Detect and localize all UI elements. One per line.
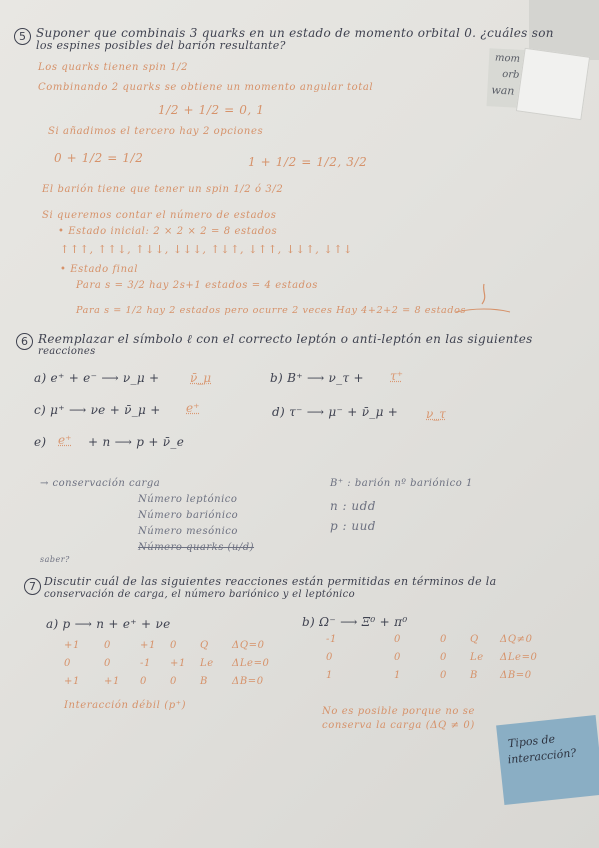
q7-no-possible-2: conserva la carga (ΔQ ≠ 0)	[322, 720, 475, 731]
q7-table-b-cell: ΔQ≠0	[500, 634, 533, 645]
q7-table-a-cell: +1	[104, 676, 120, 687]
q5-answer-7: Si queremos contar el número de estados	[42, 210, 277, 221]
q7-table-a-cell: 0	[170, 676, 177, 687]
q6-answer-c: e⁺	[186, 401, 200, 415]
q7-table-a-cell: +1	[64, 640, 80, 651]
q6-question-line2: reacciones	[38, 346, 96, 357]
sticky-bottom-line1: Tipos de	[507, 732, 556, 751]
q7-table-b-cell: 0	[440, 670, 447, 681]
q7-table-b-cell: 0	[326, 652, 333, 663]
q7-table-b-cell: 0	[394, 652, 401, 663]
q6-note-4: Número mesónico	[138, 526, 238, 537]
sticky-top-line1: mom	[494, 52, 521, 65]
q6-note-neutron: n : udd	[330, 499, 376, 513]
q5-question-line1: Suponer que combinais 3 quarks en un estado de momento orbital 0. ¿cuáles son	[36, 26, 554, 40]
q6-reaction-e: + n ⟶ p + ν̄_e	[88, 435, 185, 449]
q7-no-possible-1: No es posible porque no se	[322, 706, 476, 717]
q7-table-b-cell: Q	[470, 634, 479, 645]
q5-answer-10: • Estado final	[60, 264, 138, 275]
q7-reaction-b: b) Ω⁻ ⟶ Ξ⁰ + π⁰	[302, 615, 408, 629]
q6-reaction-a: a) e⁺ + e⁻ ⟶ ν_μ +	[34, 371, 160, 385]
q5-answer-9: ↑↑↑, ↑↑↓, ↑↓↓, ↓↓↓, ↑↓↑, ↓↑↑, ↓↓↑, ↓↑↓	[60, 243, 353, 256]
q6-note-proton: p : uud	[330, 519, 376, 533]
q5-answer-6: El barión tiene que tener un spin 1/2 ó 3/2	[42, 184, 284, 195]
sticky-note-bottom	[496, 715, 599, 805]
q7-table-b-cell: -1	[326, 634, 337, 645]
q7-table-a-cell: ΔLe=0	[232, 658, 270, 669]
q7-table-b-cell: 0	[440, 652, 447, 663]
q7-table-a-cell: B	[200, 676, 208, 687]
q7-table-a-cell: -1	[140, 658, 151, 669]
q6-reaction-e-label: e)	[34, 435, 47, 449]
q6-number: 6	[16, 333, 33, 350]
q7-table-b-cell: 1	[394, 670, 401, 681]
q6-note-baryon: B⁺ : barión nº bariónico 1	[330, 478, 473, 489]
q7-table-a-cell: Le	[200, 658, 214, 669]
q7-table-a-cell: Q	[200, 640, 209, 651]
q6-note-2: Número leptónico	[138, 494, 238, 505]
q6-answer-d: ν_τ	[426, 407, 446, 421]
q6-question-line1: Reemplazar el símbolo ℓ con el correcto leptón o anti-leptón en las siguientes	[38, 332, 533, 346]
q5-answer-3: 1/2 + 1/2 = 0, 1	[158, 103, 265, 117]
q6-note-3: Número bariónico	[138, 510, 239, 521]
q7-table-a-cell: 0	[104, 658, 111, 669]
q5-answer-4: Si añadimos el tercero hay 2 opciones	[48, 126, 264, 137]
q6-note-1: → conservación carga	[40, 478, 161, 489]
q7-reaction-a: a) p ⟶ n + e⁺ + νe	[46, 617, 171, 631]
q7-table-b-cell: ΔLe=0	[500, 652, 538, 663]
q5-answer-2: Combinando 2 quarks se obtiene un momento angular total	[38, 82, 374, 93]
q7-question-line1: Discutir cuál de las siguientes reacciones están permitidas en términos de la	[44, 575, 497, 588]
q6-note-saber: saber?	[40, 555, 70, 564]
q6-answer-a: ν̄_μ	[190, 371, 212, 385]
q5-answer-1: Los quarks tienen spin 1/2	[38, 62, 189, 73]
q7-table-b-cell: 0	[394, 634, 401, 645]
q7-question-line2: conservación de carga, el número bariónico y el leptónico	[44, 589, 355, 600]
q7-table-a-cell: +1	[64, 676, 80, 687]
q7-table-a-cell: +1	[140, 640, 156, 651]
q6-reaction-c: c) μ⁺ ⟶ νe + ν̄_μ +	[34, 403, 161, 417]
q7-number: 7	[24, 578, 41, 595]
sticky-top-line3: wan	[491, 83, 515, 98]
q7-table-a-cell: +1	[170, 658, 186, 669]
q7-table-a-cell: ΔB=0	[232, 676, 264, 687]
q5-answer-8: • Estado inicial: 2 × 2 × 2 = 8 estados	[58, 226, 278, 237]
q6-reaction-d: d) τ⁻ ⟶ μ⁻ + ν̄_μ +	[272, 405, 399, 419]
q7-table-b-cell: 1	[326, 670, 333, 681]
q5-answer-12: Para s = 1/2 hay 2 estados pero ocurre 2 veces Hay 4+2+2 = 8 estados	[76, 305, 467, 316]
q7-table-a-cell: ΔQ=0	[232, 640, 265, 651]
sticky-note-top-white	[516, 48, 590, 121]
q7-table-a-cell: 0	[140, 676, 147, 687]
q5-answer-11: Para s = 3/2 hay 2s+1 estados = 4 estados	[76, 280, 318, 291]
q7-weak-interaction: Interacción débil (p⁺)	[64, 700, 187, 711]
q7-table-b-cell: B	[470, 670, 478, 681]
q6-reaction-b: b) B⁺ ⟶ ν_τ +	[270, 371, 364, 385]
q5-number: 5	[14, 28, 31, 45]
q7-table-b-cell: Le	[470, 652, 484, 663]
q6-note-5: Número quarks (u/d)	[138, 542, 255, 553]
q7-table-b-cell: 0	[440, 634, 447, 645]
sticky-bottom-line2: interacción?	[507, 746, 577, 767]
q7-table-a-cell: 0	[170, 640, 177, 651]
q5-bracket-mark	[454, 282, 514, 320]
q7-table-a-cell: 0	[64, 658, 71, 669]
q6-answer-b: τ⁺	[390, 369, 403, 383]
q5-answer-5-right: 1 + 1/2 = 1/2, 3/2	[248, 155, 368, 169]
q5-answer-5-left: 0 + 1/2 = 1/2	[54, 151, 144, 165]
q7-table-b-cell: ΔB=0	[500, 670, 532, 681]
sticky-top-line2: orb	[501, 68, 520, 81]
q7-table-a-cell: 0	[104, 640, 111, 651]
q6-answer-e: e⁺	[58, 433, 72, 447]
q5-question-line2: los espines posibles del barión resultante?	[36, 39, 286, 52]
